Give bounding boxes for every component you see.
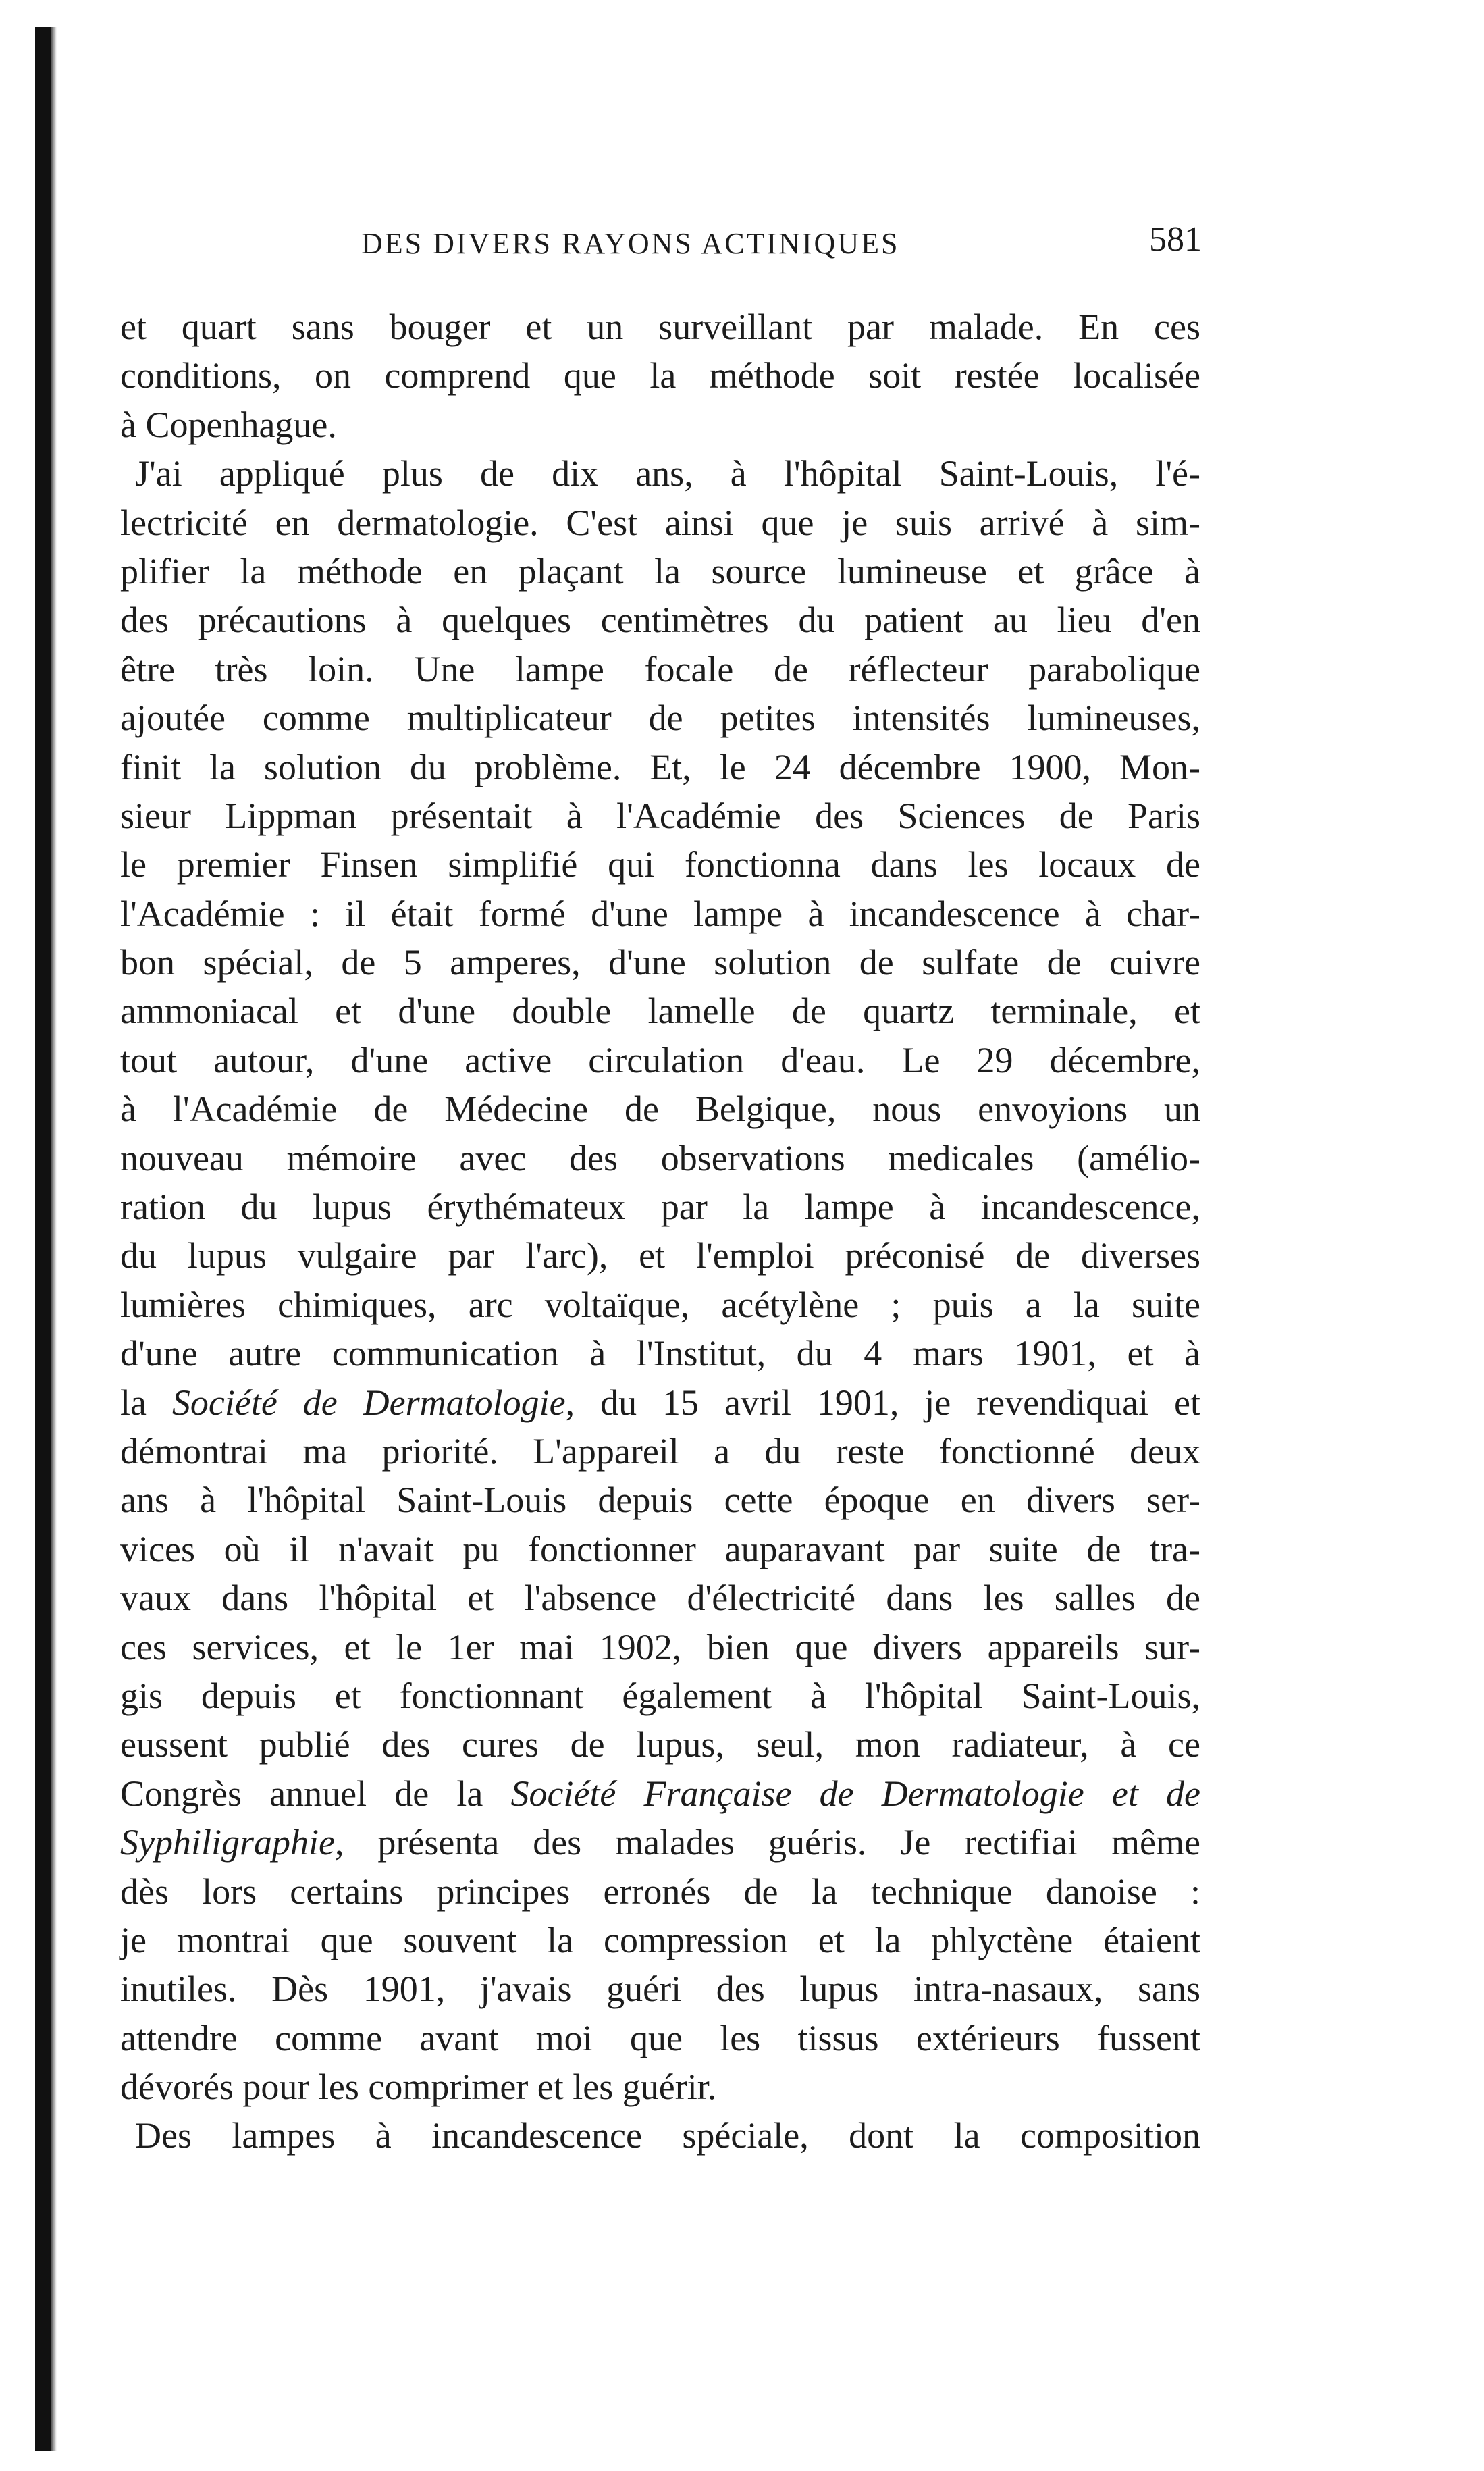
text-line: ces services, et le 1er mai 1902, bien que divers appareils sur- — [120, 1626, 1200, 1667]
text-line: J'ai appliqué plus de dix ans, à l'hôpital Saint-Louis, l'é- — [135, 453, 1200, 494]
text-line: sieur Lippman présentait à l'Académie des Sciences de Paris — [120, 795, 1200, 836]
text-line: lectricité en dermatologie. C'est ainsi que je suis arrivé à sim- — [120, 502, 1200, 543]
text-line: d'une autre communication à l'Institut, du 4 mars 1901, et à — [120, 1333, 1200, 1374]
text-line: je montrai que souvent la compression et la phlyctène étaient — [120, 1919, 1200, 1960]
running-head: DES DIVERS RAYONS ACTINIQUES — [361, 227, 900, 260]
text-line: à Copenhague. — [120, 404, 337, 445]
text-line: gis depuis et fonctionnant également à l'hôpital Saint-Louis, — [120, 1675, 1200, 1716]
text-line: Congrès annuel de la Société Française de Dermatologie et de — [120, 1773, 1200, 1814]
text-line: le premier Finsen simplifié qui fonctionna dans les locaux de — [120, 844, 1200, 885]
text-line: et quart sans bouger et un surveillant par malade. En ces — [120, 307, 1200, 347]
text-line: Syphiligraphie, présenta des malades guéris. Je rectifiai même — [120, 1822, 1200, 1863]
text-line: dévorés pour les comprimer et les guérir. — [120, 2066, 717, 2108]
text-line: attendre comme avant moi que les tissus extérieurs fussent — [120, 2017, 1200, 2058]
text-line: vices où il n'avait pu fonctionner auparavant par suite de tra- — [120, 1528, 1200, 1569]
text-line: être très loin. Une lampe focale de réflecteur parabolique — [120, 648, 1200, 690]
text-line: des précautions à quelques centimètres du patient au lieu d'en — [120, 600, 1200, 641]
text-line: lumières chimiques, arc voltaïque, acétylène ; puis a la suite — [120, 1284, 1200, 1325]
text-line: ajoutée comme multiplicateur de petites intensités lumineuses, — [120, 698, 1200, 739]
text-line: l'Académie : il était formé d'une lampe à incandescence à char- — [120, 893, 1200, 934]
text-line: ammoniacal et d'une double lamelle de quartz terminale, et — [120, 991, 1200, 1032]
text-line: la Société de Dermatologie, du 15 avril 1901, je revendiquai et — [120, 1382, 1200, 1423]
text-line: finit la solution du problème. Et, le 24 décembre 1900, Mon- — [120, 746, 1200, 787]
page-header — [122, 220, 1202, 267]
text-line: plifier la méthode en plaçant la source lumineuse et grâce à — [120, 550, 1200, 592]
text-line: vaux dans l'hôpital et l'absence d'électricité dans les salles de — [120, 1578, 1200, 1619]
text-line: dès lors certains principes erronés de la technique danoise : — [120, 1871, 1200, 1912]
text-line: à l'Académie de Médecine de Belgique, nous envoyions un — [120, 1089, 1200, 1130]
text-line: ration du lupus érythémateux par la lampe à incandescence, — [120, 1187, 1200, 1228]
text-line: tout autour, d'une active circulation d'eau. Le 29 décembre, — [120, 1039, 1200, 1081]
page-number: 581 — [1149, 220, 1202, 259]
text-line: démontrai ma priorité. L'appareil a du reste fonctionné deux — [120, 1430, 1200, 1472]
page-binding-edge — [35, 27, 51, 2451]
text-line: ans à l'hôpital Saint-Louis depuis cette époque en divers ser- — [120, 1480, 1200, 1521]
text-line: bon spécial, de 5 amperes, d'une solution de sulfate de cuivre — [120, 942, 1200, 983]
text-line: du lupus vulgaire par l'arc), et l'emploi préconisé de diverses — [120, 1235, 1200, 1276]
text-line: Des lampes à incandescence spéciale, dont la composition — [135, 2115, 1200, 2156]
page-binding-shadow — [51, 27, 57, 2451]
text-line: nouveau mémoire avec des observations medicales (amélio- — [120, 1137, 1200, 1178]
text-line: inutiles. Dès 1901, j'avais guéri des lupus intra-nasaux, sans — [120, 1969, 1200, 2010]
text-line: eussent publié des cures de lupus, seul, mon radiateur, à ce — [120, 1724, 1200, 1765]
body-text — [120, 303, 1200, 2160]
text-line: conditions, on comprend que la méthode soit restée localisée — [120, 355, 1200, 396]
